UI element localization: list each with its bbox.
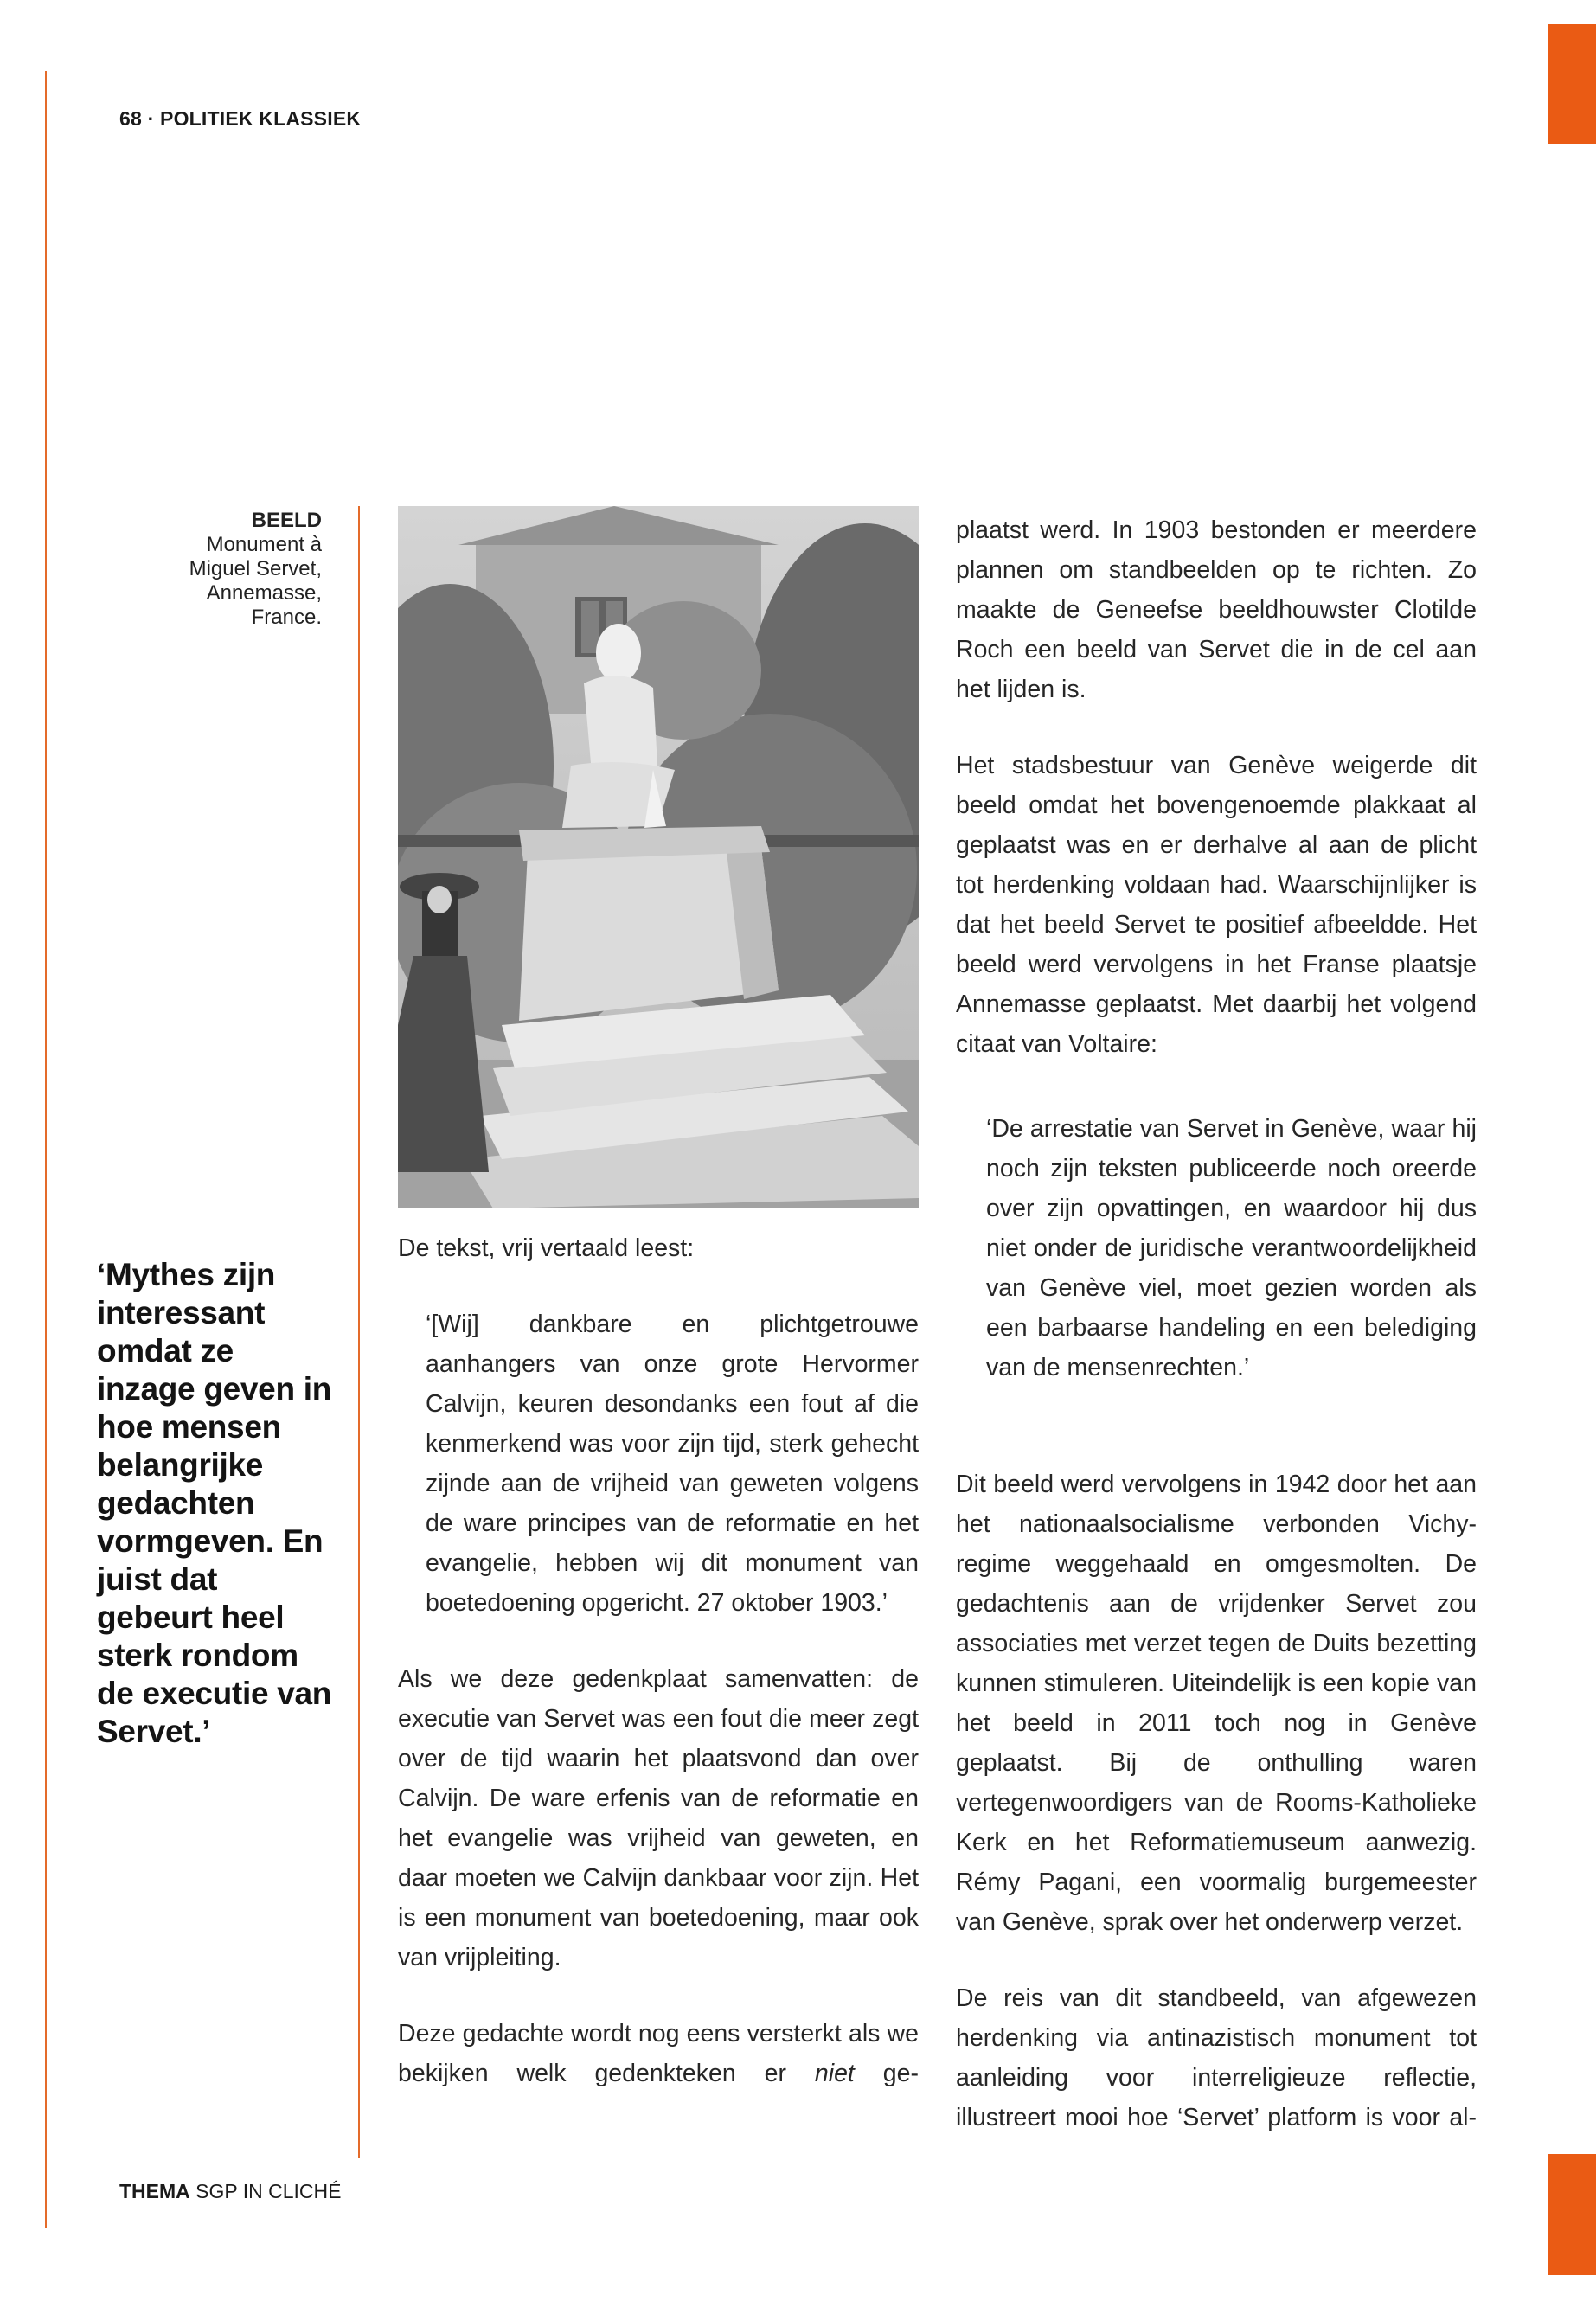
body-paragraph: Als we deze gedenkplaat samenvatten: de executie van Servet was een fout die meer zegt over de tijd waarin het plaatsvond dan over Calvijn. De ware erfenis van de reformatie en het evangelie was vrijheid van geweten, en daar moeten we Calvijn dankbaar voor zijn. Het is een monument van boetedoening, maar ook van vrijpleiting.: [398, 1665, 919, 1971]
monument-photo: [398, 506, 919, 1208]
voltaire-quote: ‘De arrestatie van Servet in Genève, waar hij noch zijn teksten publiceerde noch oreerde over zijn opvattingen, en waardoor hij dus niet onder de juridische verantwoordelijkheid van Genève viel, moet gezien worden als een barbaarse handeling en een belediging van de mensenrechten.’: [986, 1115, 1477, 1381]
emphasis-text: niet: [814, 2060, 855, 2087]
running-head: 68 · POLITIEK KLASSIEK: [119, 107, 362, 130]
photo-caption: [138, 509, 322, 630]
caption-line: Miguel Servet,: [189, 557, 322, 580]
quote-intro: De tekst, vrij vertaald leest:: [398, 1234, 695, 1262]
body-paragraph: [398, 2014, 919, 2093]
accent-tab-top: [1548, 24, 1596, 144]
left-margin-rule: [45, 71, 47, 2228]
accent-tab-bottom: [1548, 2154, 1596, 2275]
article-column-middle: [398, 1228, 919, 2093]
footer-thema-label: THEMA: [119, 2180, 190, 2202]
text-run: Deze gedachte wordt nog eens versterkt als we bekijken welk gedenkteken er: [398, 2020, 919, 2087]
caption-line: France.: [251, 606, 322, 629]
plaque-quote: ‘[Wij] dankbare en plichtgetrouwe aanhangers van onze grote Hervormer Calvijn, keuren desondanks een fout af die kenmerkend was voor zijn tijd, sterk gehecht zijnde aan de vrijheid van geweten volgens de ware principes van de reformatie en het evangelie, hebben wij dit monument van boetedoening opgericht. 27 oktober 1903.’: [426, 1311, 919, 1617]
footer: [119, 2180, 341, 2203]
column-divider-rule: [358, 506, 360, 2158]
pull-quote: ‘Mythes zijn interessant omdat ze inzage geven in hoe mensen belangrijke gedachten vormgeven. En juist dat gebeurt heel sterk rondom de executie van Servet.’: [97, 1257, 332, 1749]
body-paragraph: Dit beeld werd vervolgens in 1942 door het aan het nationaalsocialisme verbonden Vichy-regime weggehaald en omgesmolten. De gedachtenis aan de vrijdenker Servet zou associaties met verzet tegen de Duits bezetting kunnen stimuleren. Uiteindelijk is een kopie van het beeld in 2011 toch nog in Genève geplaatst. Bij de onthulling waren vertegenwoordigers van de Rooms-Katholieke Kerk en het Reformatiemuseum aanwezig. Rémy Pagani, een voormalig burgemeester van Genève, sprak over het onderwerp verzet.: [956, 1471, 1477, 1936]
caption-line: Annemasse,: [206, 581, 322, 605]
article-column-right-top: [956, 510, 1477, 1064]
body-paragraph: De reis van dit standbeeld, van afgewezen herdenking via antinazistisch monument tot aanleiding voor interreligieuze reflectie, illustreert mooi hoe ‘Servet’ platform is voor al-: [956, 1984, 1477, 2131]
article-column-right-bottom: [956, 1465, 1477, 2138]
caption-label: BEELD: [251, 509, 322, 532]
text-run: ge-: [882, 2060, 919, 2087]
body-paragraph: plaatst werd. In 1903 bestonden er meerdere plannen om standbeelden op te richten. Zo maakte de Geneefse beeldhouwster Clotilde Roch een beeld van Servet die in de cel aan het lijden is.: [956, 516, 1477, 703]
body-paragraph: Het stadsbestuur van Genève weigerde dit beeld omdat het bovengenoemde plakkaat al geplaatst was en er derhalve al aan de plicht tot herdenking voldaan had. Waarschijnlijker is dat het beeld Servet te positief afbeeldde. Het beeld werd vervolgens in het Franse plaatsje Annemasse geplaatst. Met daarbij het volgend citaat van Voltaire:: [956, 752, 1477, 1058]
caption-line: Monument à: [206, 533, 322, 556]
footer-issue-title: SGP IN CLICHÉ: [195, 2180, 342, 2202]
